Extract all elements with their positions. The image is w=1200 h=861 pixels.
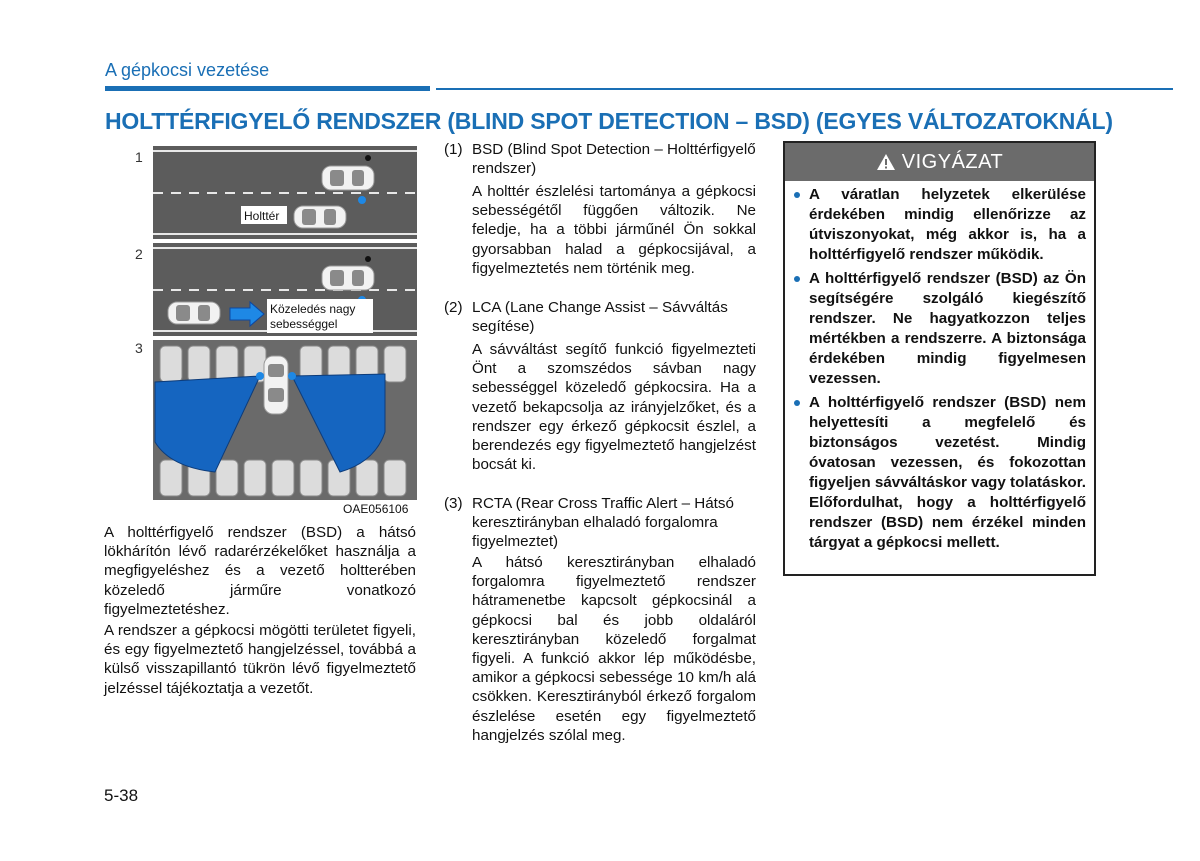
warning-header [785, 143, 1094, 181]
bsd-illustration [130, 142, 418, 517]
panel-number-2: 2 [135, 246, 143, 262]
warning-list [785, 181, 1094, 553]
item-2-title: LCA (Lane Change Assist – Sávváltás segítése) [472, 299, 728, 336]
panel-2-road [153, 243, 417, 336]
warning-item: A holttérfigyelő rendszer (BSD) az Ön segítségére szolgáló kiegészítő rendszer. Ne hagyatkozzon teljes mértékben a rendszerre. A biztonsága érdekében mindig figyelmesen vezessen. [793, 269, 1086, 389]
section-header: A gépkocsi vezetése [105, 60, 270, 80]
panel-3-parking [153, 340, 417, 500]
figure-code: OAE056106 [343, 502, 409, 516]
header-rule-thin [436, 88, 1173, 90]
page-number: 5-38 [104, 786, 139, 805]
warning-item: A váratlan helyzetek elkerülése érdekében mindig ellenőrizze az útviszonyokat, még akkor is, ha a holttérfigyelő rendszer működik. [793, 185, 1086, 265]
item-1-label: (1) [444, 141, 463, 158]
warning-item: A holttérfigyelő rendszer (BSD) nem helyettesíti a megfelelő és biztonságos vezetést. Mindig óvatosan vezessen, és fokozottan figyeljen sávváltáskor vagy tolatáskor. Előfordulhat, hogy a holttérfigyelő rendszer (BSD) nem érzékel minden tárgyat a gépkocsi mellett. [793, 393, 1086, 553]
car-icon [168, 302, 220, 324]
panel-1-road [153, 146, 417, 239]
panel-number-1: 1 [135, 149, 143, 165]
item-3-title: RCTA (Rear Cross Traffic Alert – Hátsó keresztirányban elhaladó forgalomra figyelmeztet) [472, 495, 734, 551]
header-rule-thick [105, 86, 430, 91]
warning-box [783, 141, 1096, 576]
item-1-body: A holttér észlelési tartománya a gépkocsi sebességétől függően változik. Ne feledje, ha a többi járműnél Ön sokkal gyorsabban halad a gépkocsijával, a figyelmeztetés nem történik meg. [472, 183, 756, 277]
warning-heading: VIGYÁZAT [901, 150, 1004, 173]
blind-spot-label: Holttér [244, 209, 280, 223]
warning-triangle-icon [876, 153, 896, 171]
page-title: HOLTTÉRFIGYELŐ RENDSZER (BLIND SPOT DETECTION – BSD) (EGYES VÁLTOZATOKNÁL) [105, 108, 1113, 134]
car-icon [264, 356, 288, 414]
item-3-body: A hátsó keresztirányban elhaladó forgalomra figyelmeztető rendszer hátramenetbe kapcsolt gépkocsinál a gépkocsi bal és jobb oldaláról keresztirányban közeledő forgalmat figyeli. A funkció akkor lép működésbe, amikor a gépkocsi sebessége 10 km/h alá csökken. Keresztirányból érkező forgalom észlelése esetén egy figyelmeztető hangjelzés szólal meg. [472, 554, 756, 744]
item-1-title: BSD (Blind Spot Detection – Holttérfigyelő rendszer) [472, 141, 756, 178]
approach-label-line2: sebességgel [270, 317, 338, 331]
car-icon [322, 166, 374, 190]
car-icon [322, 266, 374, 290]
system-paragraph: A rendszer a gépkocsi mögötti területet figyeli, és egy figyelmeztető hangjelzéssel, továbbá a külső visszapillantó tükrön lévő figyelmeztető jelzéssel tájékoztatja a vezetőt. [104, 622, 416, 697]
panel-number-3: 3 [135, 340, 143, 356]
item-2-label: (2) [444, 299, 463, 316]
intro-paragraph: A holttérfigyelő rendszer (BSD) a hátsó lökhárítón lévő radarérzékelőket használja a megfigyeléshez és a vezető holtterében közeledő járműre vonatkozó figyelmeztetéshez. [104, 524, 416, 618]
item-2-body: A sávváltást segítő funkció figyelmezteti Önt a szomszédos sávban nagy sebességgel közeledő gépkocsira. Ha a vezető bekapcsolja az irányjelzőket, és a rendszer egy érkező gépkocsit észlel, a berendezés egy figyelmeztető hangjelzést bocsát ki. [472, 341, 756, 474]
approach-label-line1: Közeledés nagy [270, 302, 356, 316]
car-icon [294, 206, 346, 228]
item-3-label: (3) [444, 495, 463, 512]
